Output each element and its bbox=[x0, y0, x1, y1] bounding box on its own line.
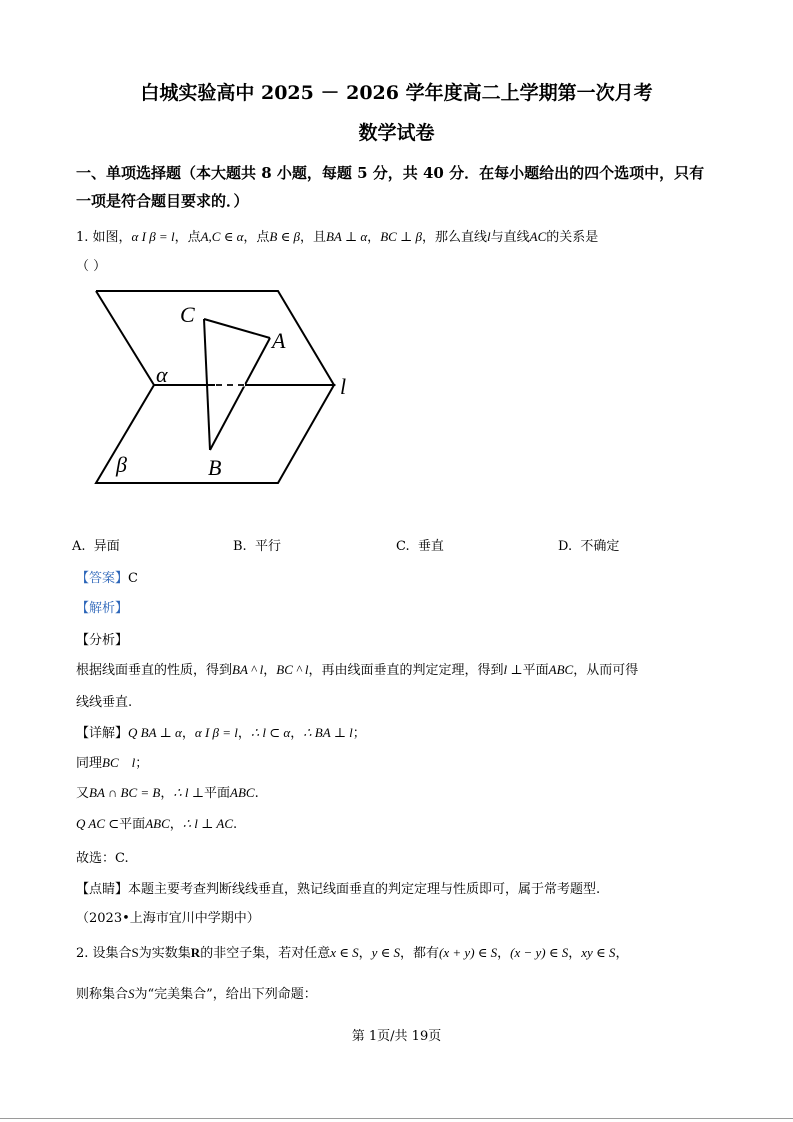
math-ba-perp-alpha: BA ⊥ α bbox=[325, 229, 368, 244]
plane-alpha bbox=[96, 291, 334, 385]
answer-line bbox=[76, 567, 138, 586]
question-2-stem-cont: 则称集合S为“完美集合”，给出下列命题： bbox=[76, 986, 317, 1002]
answer-parentheses: （ ） bbox=[76, 259, 107, 274]
option-c: C. 垂直 bbox=[396, 539, 444, 554]
detail-tag: 【详解】 bbox=[76, 726, 129, 741]
detail-line-2: 同理BC l； bbox=[76, 755, 149, 771]
choose-line: 故选：C. bbox=[76, 851, 129, 866]
geometry-figure bbox=[90, 286, 350, 492]
exam-title: 白城实验高中 2025 － 2026 学年度高二上学期第一次月考 bbox=[140, 82, 653, 104]
exam-subtitle: 数学试卷 bbox=[358, 122, 435, 144]
label-line-l: l bbox=[340, 374, 347, 399]
detail-line-4: Q AC ⊂平面ABC，∴ l ⊥ AC. bbox=[76, 816, 238, 832]
question-number: 1. 如图， bbox=[76, 230, 132, 245]
option-d: D. 不确定 bbox=[558, 539, 620, 554]
question-source: （2023•上海市宜川中学期中） bbox=[76, 911, 260, 926]
answer-value: C bbox=[128, 571, 138, 586]
segment-ca bbox=[204, 319, 270, 338]
answer-tag: 【答案】 bbox=[76, 571, 129, 586]
label-alpha: α bbox=[156, 362, 168, 387]
label-beta: β bbox=[116, 452, 127, 477]
section-heading: 一、单项选择题（本大题共 8 小题，每题 5 分，共 40 分．在每小题给出的四个选项中，只有 bbox=[76, 164, 705, 182]
analysis-tag: 【解析】 bbox=[76, 601, 129, 616]
fenxi-text: 根据线面垂直的性质，得到BA ^ l，BC ^ l，再由线面垂直的判定定理，得到l ⊥平面ABC，从而可得 bbox=[76, 662, 639, 678]
question-2-stem: 2. 设集合S为实数集R的非空子集，若对任意x ∈ S，y ∈ S，都有(x + y) ∈ S，(x − y) ∈ S，xy ∈ S， bbox=[76, 945, 629, 961]
comment-tag: 【点睛】 bbox=[76, 882, 129, 897]
detail-line-1: 【详解】Q BA ⊥ α，α I β = l，∴ l ⊂ α，∴ BA ⊥ l； bbox=[76, 725, 366, 741]
label-point-a: A bbox=[272, 328, 286, 353]
stem-text: ，点 bbox=[243, 230, 270, 245]
math-b-in-beta: B ∈ β bbox=[269, 229, 300, 244]
page-number: 第 1页/共 19页 bbox=[351, 1029, 442, 1044]
comment-line: 【点睛】本题主要考查判断线线垂直，熟记线面垂直的判定定理与性质即可，属于常考题型. bbox=[76, 882, 601, 897]
stem-text: ，且 bbox=[299, 230, 326, 245]
label-point-b: B bbox=[208, 455, 222, 480]
fenxi-tag: 【分析】 bbox=[76, 633, 129, 648]
section-heading-cont: 一项是符合题目要求的．） bbox=[76, 192, 249, 210]
option-b: B. 平行 bbox=[233, 539, 281, 554]
stem-text: ，那么直线 bbox=[422, 230, 488, 245]
label-point-c: C bbox=[180, 302, 195, 327]
math-intersection: α I β = l bbox=[131, 229, 175, 244]
stem-text: 的关系是 bbox=[546, 230, 599, 245]
stem-text: 与直线 bbox=[490, 230, 530, 245]
bottom-border bbox=[0, 1118, 793, 1119]
math-ac-in-alpha: A,C ∈ α bbox=[200, 229, 244, 244]
stem-text: ， bbox=[367, 230, 381, 245]
option-a: A. 异面 bbox=[72, 539, 120, 554]
question-1-stem bbox=[76, 226, 598, 245]
math-line-l: l bbox=[487, 229, 491, 244]
segment-ab bbox=[210, 338, 270, 450]
fenxi-text-cont: 线线垂直. bbox=[76, 695, 133, 710]
stem-text: ，点 bbox=[174, 230, 201, 245]
detail-line-3: 又BA ∩ BC = B，∴ l ⊥平面ABC. bbox=[76, 785, 259, 801]
math-bc-perp-beta: BC ⊥ β bbox=[380, 229, 422, 244]
math-line-ac: AC bbox=[529, 229, 547, 244]
